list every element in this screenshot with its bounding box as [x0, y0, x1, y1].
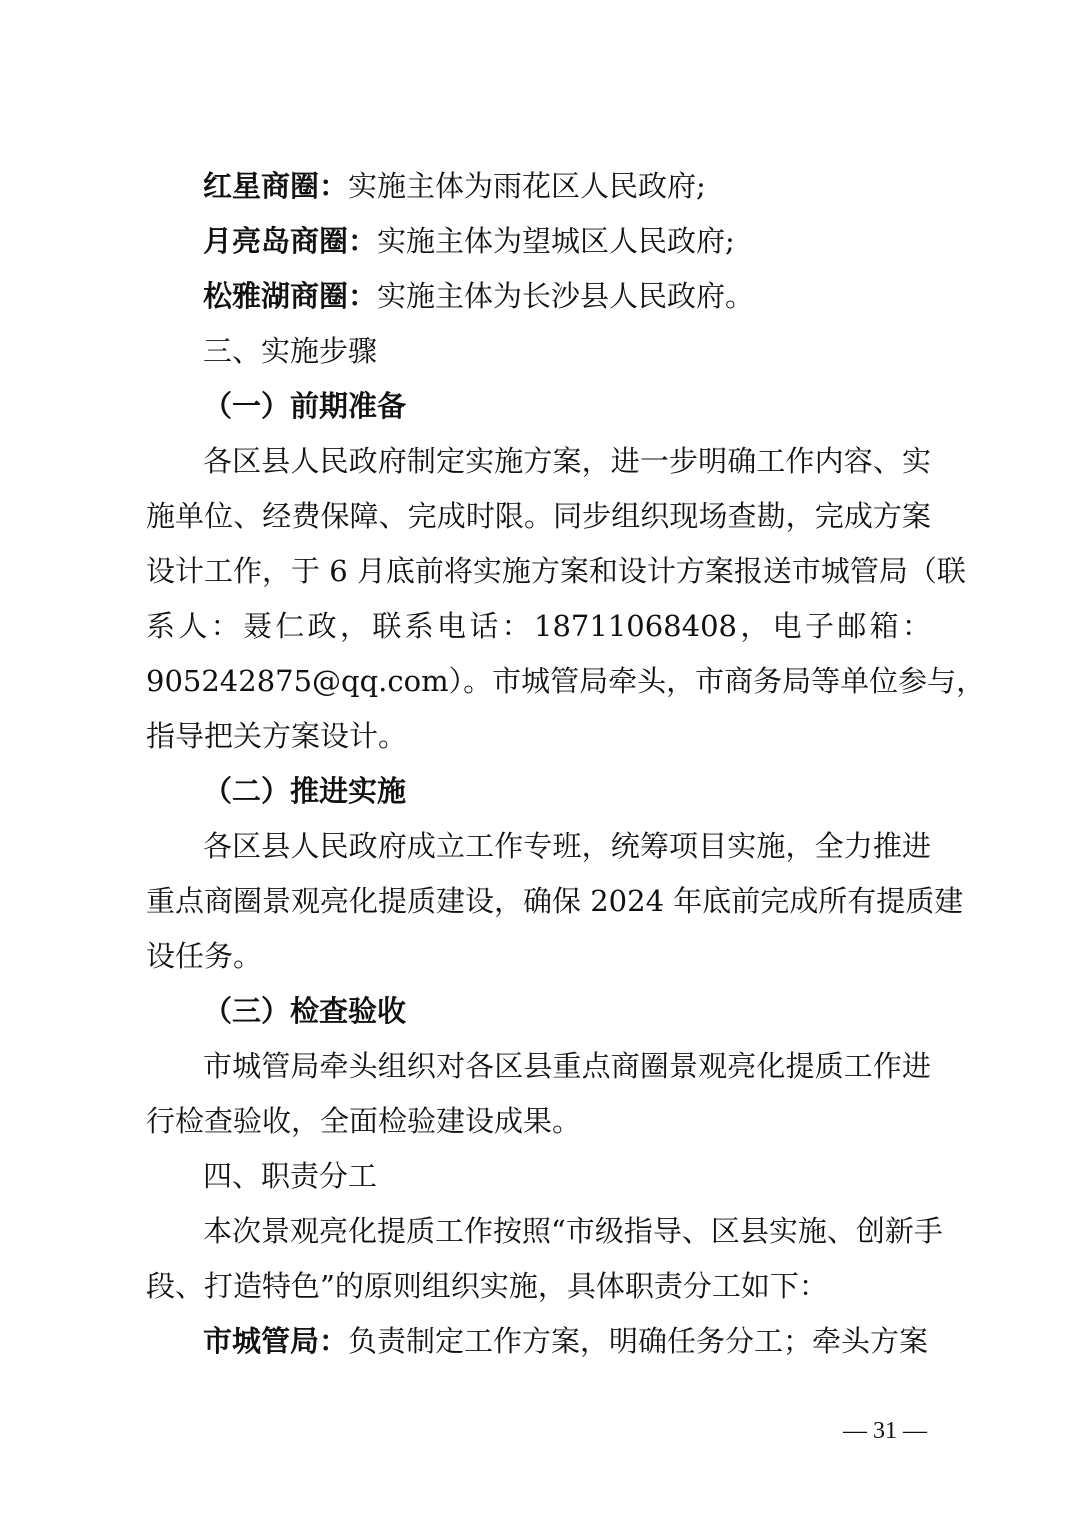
subsection-heading: （三）检查验收: [203, 994, 407, 1028]
paragraph-line: 设计工作，于 6 月底前将实施方案和设计方案报送市城管局（联: [146, 554, 966, 588]
paragraph-line: 行检查验收，全面检验建设成果。: [146, 1104, 582, 1138]
paragraph-line: 本次景观亮化提质工作按照“市级指导、区县实施、创新手: [203, 1214, 943, 1248]
subsection-heading: （一）前期准备: [203, 389, 407, 423]
text-line-last: [203, 1321, 931, 1361]
line-label: 松雅湖商圈：: [203, 279, 378, 313]
paragraph-line: 设任务。: [146, 939, 263, 973]
line-text: 实施主体为望城区人民政府;: [377, 224, 735, 258]
line-text: 实施主体为雨花区人民政府;: [348, 169, 706, 203]
paragraph-line: 指导把关方案设计。: [146, 719, 408, 753]
paragraph-line: 905242875@qq.com）。市城管局牵头，市商务局等单位参与，: [146, 664, 986, 698]
text-line-2: [203, 221, 931, 261]
paragraph-line: 段、打造特色”的原则组织实施，具体职责分工如下：: [146, 1269, 828, 1303]
paragraph-line: 各区县人民政府成立工作专班，统筹项目实施，全力推进: [203, 829, 931, 863]
paragraph-line: 市城管局牵头组织对各区县重点商圈景观亮化提质工作进: [203, 1049, 931, 1083]
section-heading: 四、职责分工: [203, 1159, 378, 1193]
line-label: 市城管局：: [203, 1324, 349, 1358]
line-label: 月亮岛商圈：: [203, 224, 378, 258]
text-line-1: [203, 166, 931, 206]
paragraph-line: 系人：聂仁政，联系电话：18711068408，电子邮箱：: [146, 609, 931, 643]
paragraph-line: 各区县人民政府制定实施方案，进一步明确工作内容、实: [203, 444, 931, 478]
line-text: 实施主体为长沙县人民政府。: [377, 279, 755, 313]
text-line-3: [203, 276, 931, 316]
paragraph-line: 重点商圈景观亮化提质建设，确保 2024 年底前完成所有提质建: [146, 884, 964, 918]
line-label: 红星商圈：: [203, 169, 349, 203]
paragraph-line: 施单位、经费保障、完成时限。同步组织现场查勘，完成方案: [146, 499, 931, 533]
subsection-heading: （二）推进实施: [203, 774, 407, 808]
page-number: — 31 —: [843, 1418, 927, 1444]
line-text: 负责制定工作方案，明确任务分工；牵头方案: [348, 1324, 929, 1358]
section-heading: 三、实施步骤: [203, 334, 378, 368]
